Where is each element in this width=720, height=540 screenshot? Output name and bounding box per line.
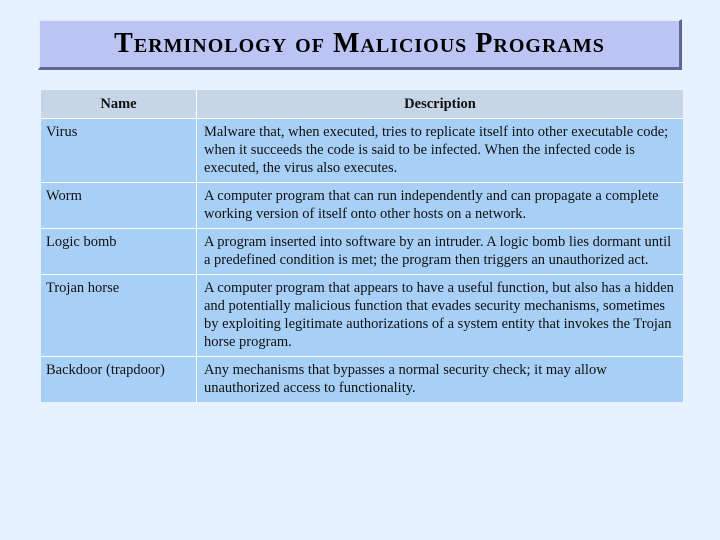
term-name: Worm [41, 183, 197, 229]
term-name: Trojan horse [41, 275, 197, 357]
term-description: Any mechanisms that bypasses a normal security check; it may allow unauthorized access to functionality. [197, 357, 684, 403]
name-column-header: Name [41, 90, 197, 119]
table-row [41, 119, 683, 183]
term-description: A computer program that appears to have a useful function, but also has a hidden and potentially malicious function that evades security mechanisms, sometimes by exploiting legitimate authorizations of a system entity that invokes the Trojan horse program. [197, 275, 684, 357]
table-row [41, 275, 683, 357]
term-name: Logic bomb [41, 229, 197, 275]
slide-title: Terminology of Malicious Programs [114, 28, 605, 59]
term-description: A computer program that can run independently and can propagate a complete working version of itself onto other hosts on a network. [197, 183, 684, 229]
table-header-row [41, 90, 683, 119]
terminology-table [41, 90, 683, 402]
term-description: Malware that, when executed, tries to replicate itself into other executable code; when it succeeds the code is said to be infected. When the infected code is executed, the virus also executes. [197, 119, 684, 183]
term-description: A program inserted into software by an intruder. A logic bomb lies dormant until a predefined condition is met; the program then triggers an unauthorized act. [197, 229, 684, 275]
description-column-header: Description [197, 90, 684, 119]
table-row [41, 183, 683, 229]
table-row [41, 229, 683, 275]
term-name: Backdoor (trapdoor) [41, 357, 197, 403]
slide-title-box [38, 19, 682, 70]
term-name: Virus [41, 119, 197, 183]
table-row [41, 357, 683, 403]
